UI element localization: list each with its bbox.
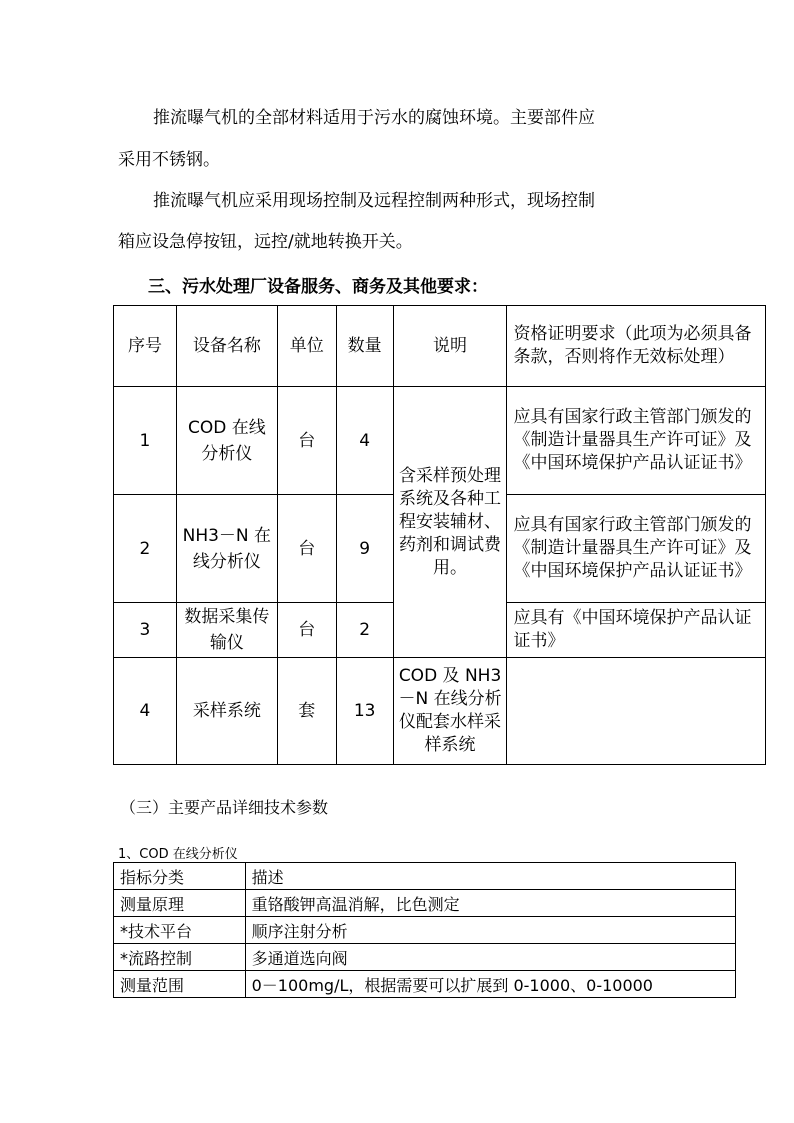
spec-value: 重铬酸钾高温消解，比色测定 [245, 890, 735, 917]
header-qty: 数量 [336, 306, 393, 387]
row-name: NH3－N 在线分析仪 [176, 495, 277, 603]
spec-header-row [114, 863, 736, 890]
section-heading: 三、污水处理厂设备服务、商务及其他要求： [148, 277, 488, 297]
row-qualification: 应具有国家行政主管部门颁发的《制造计量器具生产许可证》及《中国环境保护产品认证证书》 [507, 387, 766, 495]
spec-table [113, 862, 736, 998]
spec-header-description: 描述 [245, 863, 735, 890]
row-name: 数据采集传输仪 [176, 603, 277, 658]
spec-key: 测量范围 [114, 971, 246, 998]
product-title: 1、COD 在线分析仪 [118, 847, 238, 862]
table-header-row [114, 306, 766, 387]
spec-header-category: 指标分类 [114, 863, 246, 890]
row-note: COD 及 NH3－N 在线分析仪配套水样采样系统 [393, 658, 507, 765]
row-qualification: 应具有《中国环境保护产品认证证书》 [507, 603, 766, 658]
row-qty: 9 [336, 495, 393, 603]
spec-key: *流路控制 [114, 944, 246, 971]
spec-row [114, 944, 736, 971]
header-note: 说明 [393, 306, 507, 387]
paragraph-2: 采用不锈钢。 [118, 150, 220, 170]
row-qty: 13 [336, 658, 393, 765]
subheading: （三）主要产品详细技术参数 [120, 798, 329, 817]
row-name: 采样系统 [176, 658, 277, 765]
row-unit: 套 [277, 658, 336, 765]
row-no: 2 [114, 495, 177, 603]
row-qty: 2 [336, 603, 393, 658]
paragraph-3: 推流曝气机应采用现场控制及远程控制两种形式，现场控制 [153, 191, 595, 211]
row-unit: 台 [277, 603, 336, 658]
row-qty: 4 [336, 387, 393, 495]
spec-key: *技术平台 [114, 917, 246, 944]
spec-row [114, 917, 736, 944]
paragraph-4: 箱应设急停按钮，远控/就地转换开关。 [118, 232, 413, 252]
header-qualification: 资格证明要求（此项为必须具备条款，否则将作无效标处理） [507, 306, 766, 387]
spec-value: 0－100mg/L，根据需要可以扩展到 0-1000、0-10000 [245, 971, 735, 998]
row-unit: 台 [277, 387, 336, 495]
row-qualification [507, 658, 766, 765]
shared-note: 含采样预处理系统及各种工程安装辅材、药剂和调试费用。 [393, 387, 507, 658]
spec-value: 多通道选向阀 [245, 944, 735, 971]
table-row [114, 387, 766, 495]
row-qualification: 应具有国家行政主管部门颁发的《制造计量器具生产许可证》及《中国环境保护产品认证证书》 [507, 495, 766, 603]
spec-value: 顺序注射分析 [245, 917, 735, 944]
spec-row [114, 971, 736, 998]
table-row [114, 658, 766, 765]
row-name: COD 在线分析仪 [176, 387, 277, 495]
row-no: 4 [114, 658, 177, 765]
row-unit: 台 [277, 495, 336, 603]
header-unit: 单位 [277, 306, 336, 387]
header-name: 设备名称 [176, 306, 277, 387]
row-no: 3 [114, 603, 177, 658]
row-no: 1 [114, 387, 177, 495]
spec-row [114, 890, 736, 917]
header-no: 序号 [114, 306, 177, 387]
equipment-table [113, 305, 766, 765]
paragraph-1: 推流曝气机的全部材料适用于污水的腐蚀环境。主要部件应 [153, 108, 595, 128]
spec-key: 测量原理 [114, 890, 246, 917]
